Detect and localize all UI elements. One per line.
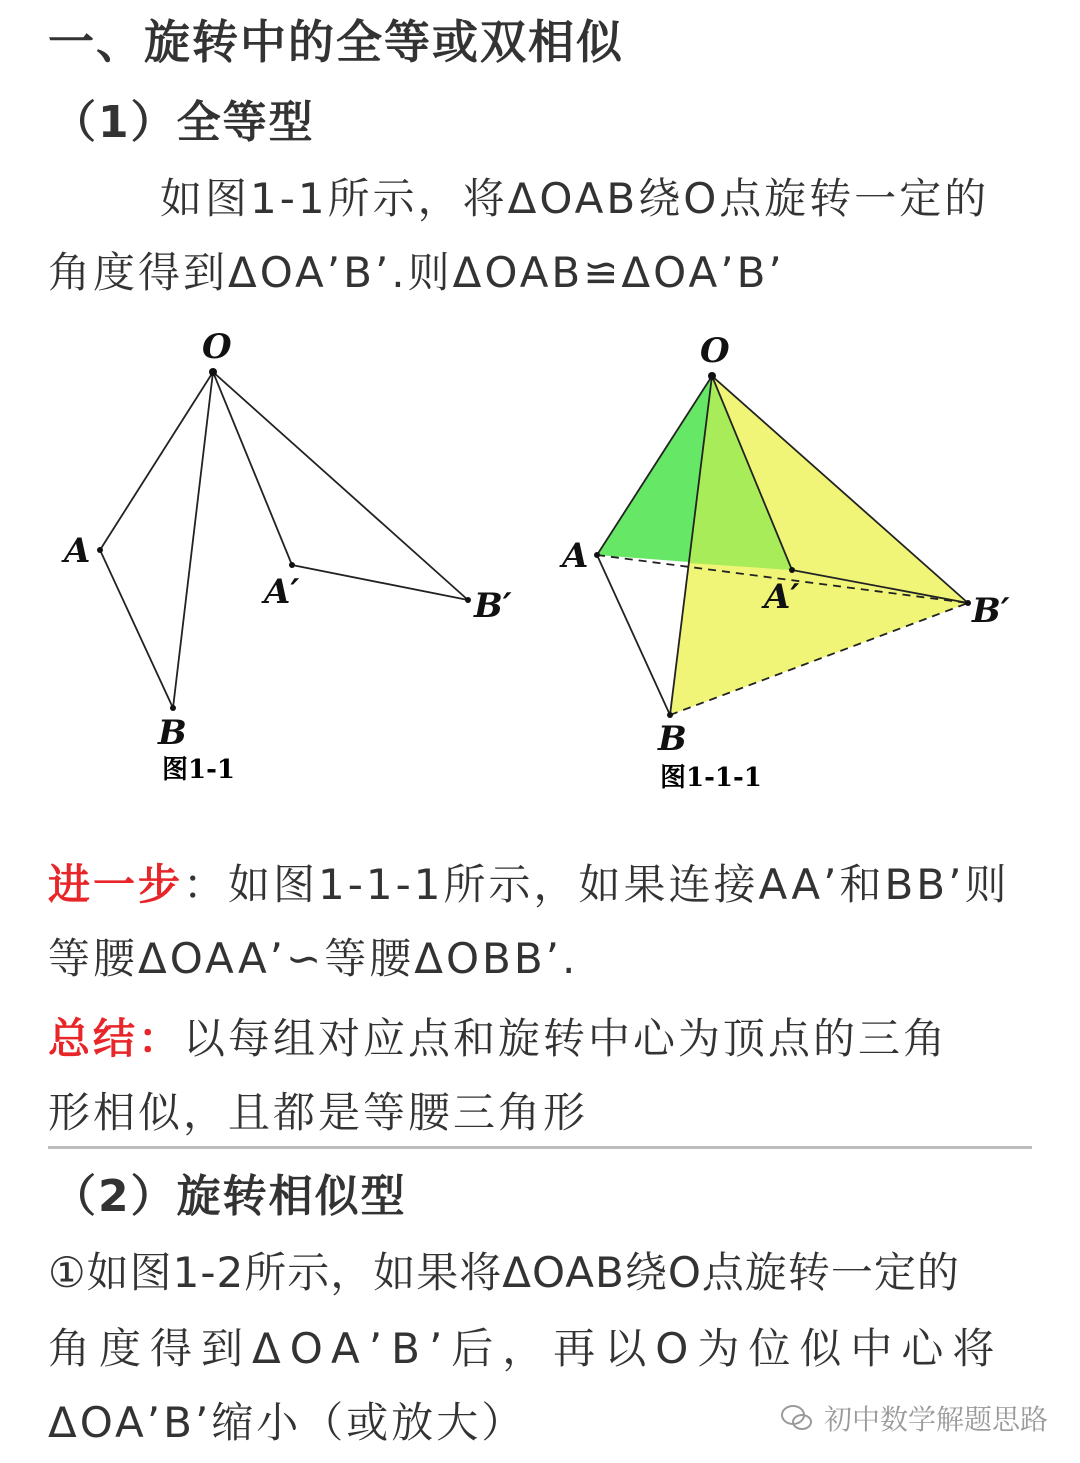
point-A [594,552,600,558]
further-label: 进一步 [48,860,184,909]
point-B [667,712,673,718]
point-B [170,705,176,711]
label-O: O [700,331,730,371]
section-divider [48,1146,1032,1149]
label-O: O [202,327,232,367]
summary-line-1 [48,1006,948,1066]
segment-OA1 [213,372,292,565]
summary-text-1: 以每组对应点和旋转中心为顶点的三角 [183,1014,949,1063]
wechat-icon [780,1403,814,1433]
label-A: A [562,536,589,576]
segment-OB1 [213,372,468,600]
section-title: 一、旋转中的全等或双相似 [48,15,624,69]
watermark [780,1398,1048,1438]
figure-1-1-1 [540,320,1040,800]
point-O [209,368,217,376]
subsection-2-title: （2）旋转相似型 [52,1171,407,1222]
point-A1 [789,567,795,573]
figure-1-1-1-caption: 图1-1-1 [660,763,762,793]
label-B1: B′ [474,586,512,626]
point-O [708,372,716,380]
subsection-1-title: （1）全等型 [52,97,315,148]
paragraph-1-line-2: 角度得到ΔOA’B’.则ΔOAB≌ΔOA’B’ [48,248,785,297]
further-line-1 [48,852,1009,912]
segment-AB [100,550,173,708]
label-A: A [64,531,91,571]
subsection-2-line-2: 角度得到ΔOA’B’后，再以O为位似中心将 [48,1324,1004,1373]
subsection-2-line-1: ①如图1-2所示，如果将ΔOAB绕O点旋转一定的 [48,1248,960,1297]
further-colon: ： [183,860,229,909]
point-A [97,547,103,553]
point-B1 [965,600,971,606]
further-text-1: 如图1-1-1所示，如果连接AA’和BB’则 [228,860,1010,909]
summary-label: 总结： [48,1014,184,1063]
segment-OB [173,372,213,708]
label-B: B [158,713,187,753]
label-A1: A′ [264,572,300,612]
figure-1-1-caption: 图1-1 [162,755,235,785]
summary-line-2: 形相似，且都是等腰三角形 [48,1088,589,1137]
point-B1 [465,597,471,603]
label-B: B [658,719,687,759]
figure-1-1 [40,320,560,800]
further-line-2: 等腰ΔOAA’∽等腰ΔOBB’. [48,934,579,983]
point-A1 [289,562,295,568]
segment-A1B1 [292,565,468,600]
label-A1: A′ [764,577,800,617]
segment-OA [100,372,213,550]
watermark-text: 初中数学解题思路 [824,1403,1049,1436]
subsection-2-line-3: ΔOA’B’缩小（或放大） [48,1398,527,1447]
label-B1: B′ [972,591,1010,631]
paragraph-1-line-1: 如图1-1所示，将ΔOAB绕O点旋转一定的 [160,174,990,223]
